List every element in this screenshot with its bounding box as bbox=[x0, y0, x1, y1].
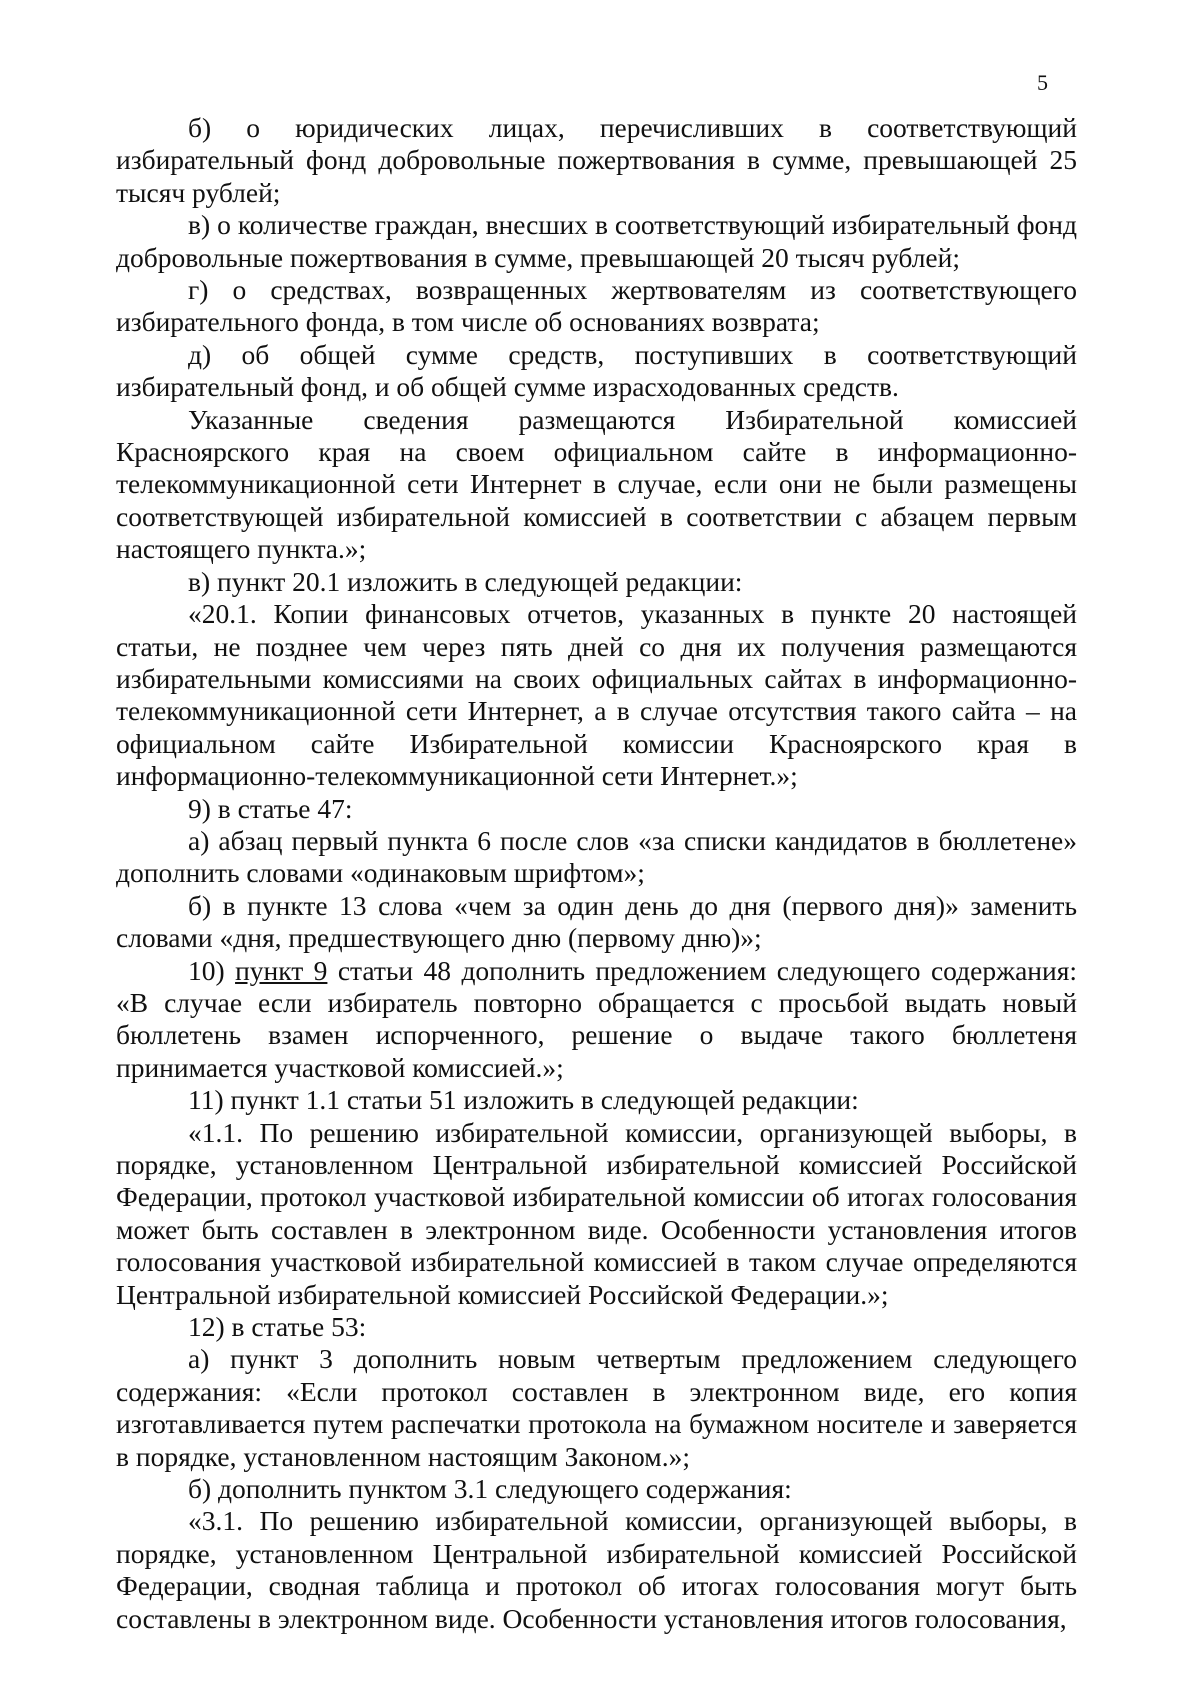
doc-paragraph: б) о юридических лицах, перечисливших в соответствующий избирательный фонд добровольные пожертвования в сумме, превышающей 25 тысяч рублей; bbox=[116, 112, 1077, 208]
doc-paragraph: в) о количестве граждан, внесших в соответствующий избирательный фонд добровольные пожертвования в сумме, превышающей 20 тысяч рублей; bbox=[116, 209, 1077, 273]
doc-paragraph: 11) пункт 1.1 статьи 51 изложить в следующей редакции: bbox=[188, 1084, 859, 1116]
doc-paragraph: «1.1. По решению избирательной комиссии, организующей выборы, в порядке, установленном Центральной избирательной комиссией Российской Федерации, протокол участковой избирательной комиссии об итогах голосования может быть составлен в электронном виде. Особенности установления итогов голосования участковой избирательной комиссией в таком случае определяются Центральной избирательной комиссией Российской Федерации.»; bbox=[116, 1116, 1077, 1310]
doc-paragraph: «20.1. Копии финансовых отчетов, указанных в пункте 20 настоящей статьи, не позднее чем через пять дней со дня их получения размещаются избирательными комиссиями на своих официальных сайтах в информационно-телекоммуникационной сети Интернет, а в случае отсутствия такого сайта – на официальном сайте Избирательной комиссии Красноярского края в информационно-телекоммуникационной сети Интернет.»; bbox=[116, 598, 1077, 792]
article-link[interactable]: пункт 9 bbox=[235, 954, 328, 986]
doc-paragraph: в) пункт 20.1 изложить в следующей редакции: bbox=[188, 565, 743, 597]
doc-paragraph: г) о средствах, возвращенных жертвователям из соответствующего избирательного фонда, в том числе об основаниях возврата; bbox=[116, 274, 1077, 338]
doc-paragraph: а) абзац первый пункта 6 после слов «за списки кандидатов в бюллетене» дополнить словами «одинаковым шрифтом»; bbox=[116, 824, 1077, 889]
doc-paragraph: б) в пункте 13 слова «чем за один день до дня (первого дня)» заменить словами «дня, предшествующего дню (первому дню)»; bbox=[116, 889, 1077, 954]
doc-paragraph: «3.1. По решению избирательной комиссии, организующей выборы, в порядке, установленном Центральной избирательной комиссией Российской Федерации, сводная таблица и протокол об итогах голосования могут быть составлены в электронном виде. Особенности установления итогов голосования, bbox=[116, 1505, 1077, 1634]
doc-paragraph bbox=[116, 955, 1077, 1085]
paragraph-text: статьи 48 дополнить предложением следующего содержания: «В случае если избиратель повторно обращается с просьбой выдать новый бюллетень взамен испорченного, решение о выдаче такого бюллетеня принимается участковой комиссией.»; bbox=[116, 954, 1077, 1083]
doc-paragraph: б) дополнить пунктом 3.1 следующего содержания: bbox=[188, 1473, 792, 1505]
doc-paragraph: а) пункт 3 дополнить новым четвертым предложением следующего содержания: «Если протокол составлен в электронном виде, его копия изготавливается путем распечатки протокола на бумажном носителе и заверяется в порядке, установленном настоящим Законом.»; bbox=[116, 1343, 1077, 1472]
doc-paragraph: 12) в статье 53: bbox=[188, 1311, 367, 1343]
doc-paragraph: 9) в статье 47: bbox=[188, 792, 353, 824]
page-number: 5 bbox=[1037, 70, 1048, 95]
document-body bbox=[116, 112, 1077, 1635]
doc-paragraph: Указанные сведения размещаются Избирательной комиссией Красноярского края на своем официальном сайте в информационно-телекоммуникационной сети Интернет в случае, если они не были размещены соответствующей избирательной комиссией в соответствии с абзацем первым настоящего пункта.»; bbox=[116, 403, 1077, 565]
paragraph-prefix: 10) bbox=[188, 954, 236, 986]
doc-paragraph: д) об общей сумме средств, поступивших в соответствующий избирательный фонд, и об общей сумме израсходованных средств. bbox=[116, 338, 1077, 403]
